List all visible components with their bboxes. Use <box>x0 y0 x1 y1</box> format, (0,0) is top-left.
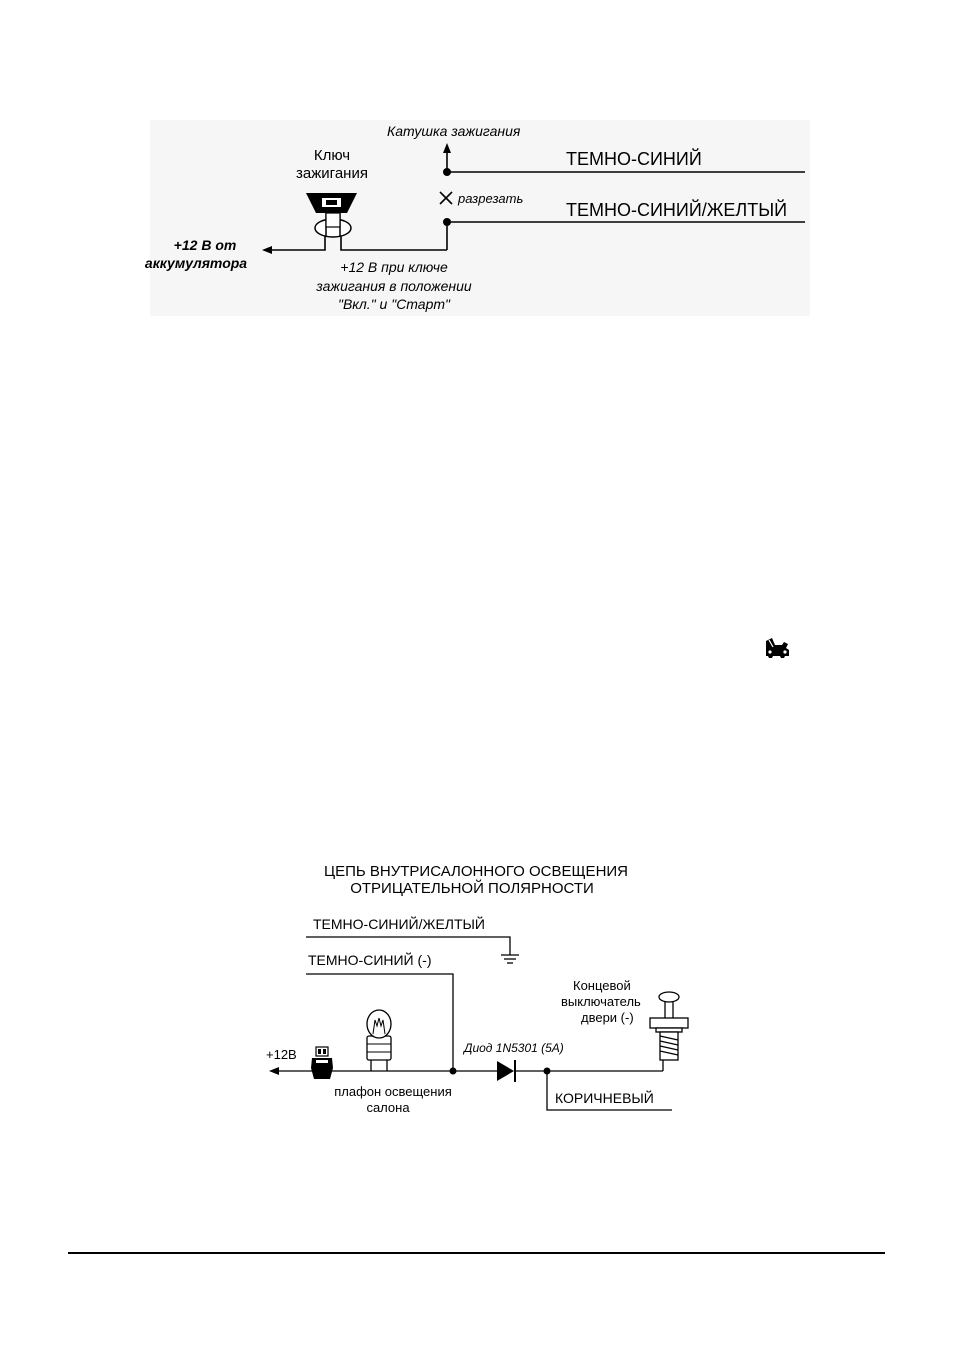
supply-arrow-head <box>269 1067 279 1075</box>
lamp-label-line2: салона <box>366 1100 410 1115</box>
cut-label: разрезать <box>458 191 524 206</box>
coil-label: Катушка зажигания <box>387 123 521 139</box>
lamp-icon <box>367 1010 391 1071</box>
switched-label-line3: "Вкл." и "Старт" <box>337 296 451 312</box>
battery-label-line1: +12 В от <box>173 237 237 253</box>
brown-wire-label: КОРИЧНЕВЫЙ <box>555 1090 654 1106</box>
footer-rule <box>68 1252 885 1254</box>
switch-label-line2: выключатель <box>561 994 641 1009</box>
lighting-dark-blue-yellow-label: ТЕМНО-СИНИЙ/ЖЕЛТЫЙ <box>313 916 485 932</box>
battery-label-line2: аккумулятора <box>144 255 248 271</box>
switch-label-line3: двери (-) <box>581 1010 634 1025</box>
key-label-line1: Ключ <box>313 147 351 164</box>
lighting-title-line1: ЦЕПЬ ВНУТРИСАЛОННОГО ОСВЕЩЕНИЯ <box>323 863 629 880</box>
connector-icon <box>311 1047 333 1079</box>
dark-blue-yellow-wire-label: ТЕМНО-СИНИЙ/ЖЕЛТЫЙ <box>566 200 788 220</box>
switched-label-line1: +12 В при ключе <box>340 259 448 275</box>
switch-label-line1: Концевой <box>573 978 631 993</box>
diode-icon <box>497 1060 515 1082</box>
supply-label: +12В <box>266 1047 297 1062</box>
diode-label: Диод 1N5301 (5А) <box>464 1041 564 1055</box>
switched-label-line2: зажигания в положении <box>316 278 472 294</box>
dark-blue-wire-label: ТЕМНО-СИНИЙ <box>566 149 702 169</box>
lighting-dark-blue-label: ТЕМНО-СИНИЙ (-) <box>308 952 432 968</box>
lamp-label-line1: плафон освещения <box>334 1084 452 1099</box>
junction-dot <box>450 1068 457 1075</box>
door-switch-icon <box>650 992 688 1060</box>
lighting-title-line2: ОТРИЦАТЕЛЬНОЙ ПОЛЯРНОСТИ <box>350 880 594 897</box>
ground-icon <box>501 955 519 963</box>
key-label-line2: зажигания <box>296 165 368 182</box>
